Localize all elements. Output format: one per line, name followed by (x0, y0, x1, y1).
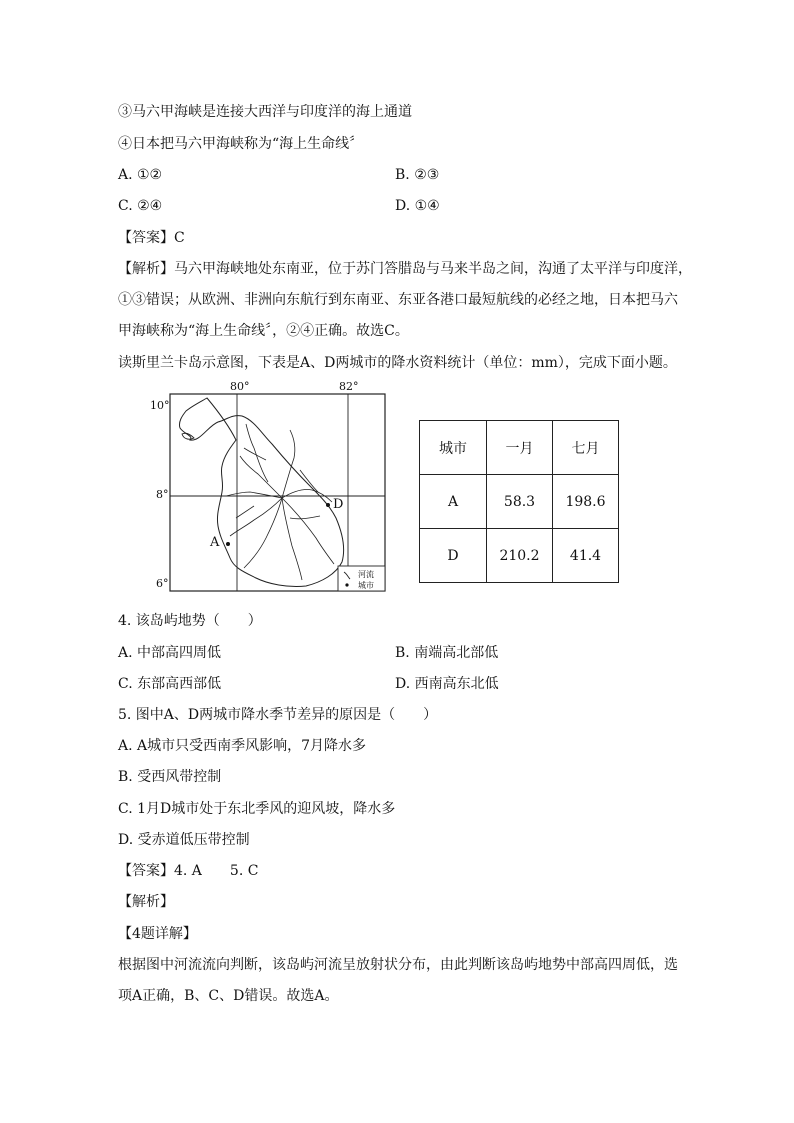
detail-title: 【4题详解】 (118, 926, 197, 942)
question-4-stem: 4. 该岛屿地势（ ） (118, 613, 262, 629)
table-cell: A (420, 475, 487, 529)
table-cell: 41.4 (553, 529, 619, 583)
option-b: B. 南端高北部低 (395, 645, 499, 661)
option-d: D. 受赤道低压带控制 (118, 832, 250, 848)
option-b: B. 受西风带控制 (118, 769, 222, 785)
option-a: A. ①② (118, 167, 163, 183)
legend-city-symbol (345, 583, 348, 586)
statement-4: ④日本把马六甲海峡称为“海上生命线〞 (118, 136, 364, 152)
city-a-dot (226, 542, 230, 546)
answer-label: 【答案】4. A 5. C (118, 863, 259, 879)
statement-3: ③马六甲海峡是连接大西洋与印度洋的海上通道 (118, 104, 412, 120)
legend-river-label: 河流 (358, 570, 374, 579)
answer-label: 【答案】C (118, 230, 185, 246)
table-header-cell: 城市 (420, 421, 487, 475)
intro-text: 读斯里兰卡岛示意图，下表是A、D两城市的降水资料统计（单位：mm），完成下面小题。 (118, 355, 677, 371)
table-row (420, 475, 619, 529)
city-a-label: A (210, 535, 220, 550)
legend-city-label: 城市 (358, 581, 374, 590)
lat-10-label: 10° (150, 399, 170, 412)
option-d: D. ①④ (395, 198, 440, 214)
option-d: D. 西南高东北低 (395, 676, 499, 692)
analysis-line-1: 【解析】马六甲海峡地处东南亚，位于苏门答腊岛与马来半岛之间，沟通了太平洋与印度洋， (118, 261, 692, 277)
table-cell: D (420, 529, 487, 583)
analysis-line-2: ①③错误；从欧洲、非洲向东航行到东南亚、东亚各港口最短航线的必经之地，日本把马六 (118, 292, 678, 308)
precipitation-table (419, 420, 619, 583)
option-a: A. A城市只受西南季风影响，7月降水多 (118, 738, 367, 754)
option-c: C. 东部高西部低 (118, 676, 222, 692)
table-header-cell: 一月 (487, 421, 553, 475)
table-header-cell: 七月 (553, 421, 619, 475)
table-cell: 210.2 (487, 529, 553, 583)
rivers (226, 424, 334, 580)
islet (182, 433, 194, 439)
option-c: C. ②④ (118, 198, 163, 214)
lat-8-label: 8° (156, 488, 169, 501)
table-cell: 58.3 (487, 475, 553, 529)
table-cell: 198.6 (553, 475, 619, 529)
sri-lanka-map (150, 378, 390, 596)
option-b: B. ②③ (395, 167, 440, 183)
city-d-dot (326, 503, 330, 507)
question-5-stem: 5. 图中A、D两城市降水季节差异的原因是（ ） (118, 707, 438, 723)
city-d-label: D (333, 497, 344, 512)
table-row (420, 529, 619, 583)
table-header-row (420, 421, 619, 475)
detail-line-1: 根据图中河流流向判断，该岛屿河流呈放射状分布，由此判断该岛屿地势中部高四周低，选 (118, 957, 678, 973)
lat-6-label: 6° (156, 577, 169, 590)
analysis-label: 【解析】 (118, 894, 174, 910)
option-c: C. 1月D城市处于东北季风的迎风坡，降水多 (118, 801, 396, 817)
lon-82-label: 82° (339, 380, 359, 393)
lon-80-label: 80° (230, 380, 250, 393)
analysis-line-3: 甲海峡称为“海上生命线〞，②④正确。故选C。 (118, 323, 409, 339)
detail-line-2: 项A正确，B、C、D错误。故选A。 (118, 988, 339, 1004)
option-a: A. 中部高四周低 (118, 645, 222, 661)
